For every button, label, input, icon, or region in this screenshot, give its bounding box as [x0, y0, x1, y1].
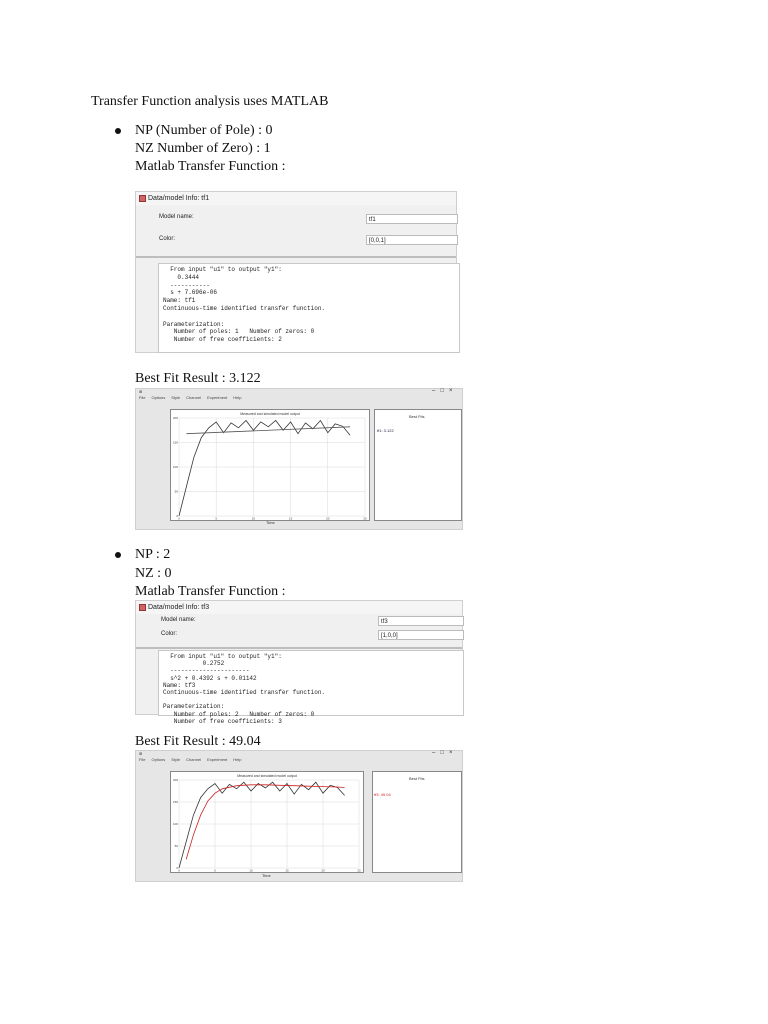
model-output-window-tf3 — [135, 750, 463, 882]
color-label: Color: — [161, 631, 178, 637]
panel-separator — [136, 256, 456, 258]
console-line: Parameterization: — [163, 320, 225, 328]
menu-item-channel[interactable]: Channel — [186, 395, 202, 400]
series-line-measured — [179, 782, 345, 868]
y-tick-label: 50 — [174, 844, 178, 848]
bullet-marker — [115, 128, 121, 134]
y-tick-label: 100 — [172, 822, 178, 826]
x-axis-label: Time — [266, 520, 275, 525]
plot-menubar[interactable] — [139, 757, 248, 762]
best-fits-panel — [374, 409, 462, 521]
menu-item-experiment[interactable]: Experiment — [207, 757, 228, 762]
window-controls[interactable]: – □ × — [432, 388, 453, 394]
best-fits-value[interactable]: tf1: 3.122 — [377, 428, 394, 433]
chart-title: Measured and simulated model output — [237, 774, 297, 778]
x-tick-label: 5 — [215, 516, 218, 521]
x-tick-label: 10 — [249, 868, 253, 873]
window-controls[interactable]: – □ × — [432, 750, 453, 756]
x-tick-label: 10 — [251, 516, 256, 521]
color-field[interactable]: [0,0,1] — [366, 235, 458, 245]
x-tick-label: 25 — [357, 868, 361, 873]
x-tick-label: 20 — [321, 868, 325, 873]
best-fit-line: Best Fit Result : 3.122 — [135, 371, 261, 386]
model-name-label: Model name: — [159, 214, 194, 220]
window-titlebar — [136, 601, 462, 614]
y-tick-label: 150 — [172, 800, 178, 804]
window-app-icon — [139, 604, 146, 611]
series-line-tf1 — [186, 427, 350, 434]
page-heading: Transfer Function analysis uses MATLAB — [91, 94, 329, 109]
model-info-console — [158, 650, 464, 725]
model-name-field[interactable]: tf3 — [378, 616, 464, 626]
console-line: Number of poles: 1 Number of zeros: 0 — [163, 328, 315, 336]
model-output-window-tf1 — [135, 388, 463, 530]
plot-window-title: ⊞ — [139, 751, 143, 756]
series-line-tf3 — [186, 785, 344, 859]
x-tick-label: 15 — [288, 516, 293, 521]
console-line: Parameterization: — [163, 703, 225, 711]
plot-menubar[interactable] — [139, 395, 248, 400]
np-line: NP (Number of Pole) : 0 — [135, 123, 273, 138]
window-title: Data/model Info: tf1 — [148, 195, 210, 202]
menu-item-channel[interactable]: Channel — [186, 757, 202, 762]
nz-line: NZ : 0 — [135, 566, 172, 581]
console-line: From input "u1" to output "y1": — [163, 266, 282, 273]
model-name-field[interactable]: tf1 — [366, 214, 458, 224]
menu-item-style[interactable]: Style — [171, 757, 181, 762]
chart-title: Measured and simulated model output — [240, 412, 300, 416]
menu-item-style[interactable]: Style — [171, 395, 181, 400]
x-tick-label: 5 — [214, 868, 216, 873]
best-fits-panel — [372, 771, 462, 873]
console-line: s + 7.696e-06 — [163, 289, 218, 297]
y-tick-label: 200 — [172, 416, 178, 420]
bullet-marker — [115, 552, 121, 558]
y-tick-label: 100 — [172, 465, 178, 469]
x-tick-label: 25 — [363, 516, 367, 521]
plot-window-title: ⊞ — [139, 389, 143, 394]
console-line: 0.2752 — [163, 660, 225, 668]
console-line: 0.3444 — [163, 273, 200, 281]
y-tick-label: 200 — [172, 778, 178, 782]
console-line: Continuous-time identified transfer function. — [163, 689, 326, 697]
best-fits-title: Best Fits — [409, 414, 425, 419]
model-info-window-tf1 — [135, 191, 457, 353]
x-tick-label: 0 — [178, 516, 180, 521]
window-titlebar — [136, 192, 456, 205]
x-axis-label: Time — [262, 873, 271, 878]
x-tick-label: 15 — [285, 868, 289, 873]
console-line — [163, 696, 459, 703]
y-tick-label: 50 — [174, 489, 178, 494]
plot-axes — [170, 771, 364, 873]
best-fit-line: Best Fit Result : 49.04 — [135, 734, 261, 749]
window-title: Data/model Info: tf3 — [148, 604, 210, 611]
window-app-icon — [139, 195, 146, 202]
console-line: Name: tf3 — [163, 681, 196, 689]
console-line — [163, 313, 455, 321]
console-line: Continuous-time identified transfer function. — [163, 304, 326, 312]
y-tick-label: 150 — [172, 440, 178, 445]
console-line: ---------------------- — [163, 667, 250, 675]
panel-separator — [136, 647, 462, 649]
best-fits-title: Best Fits — [409, 776, 425, 781]
console-line: From input "u1" to output "y1": — [163, 653, 282, 660]
line-chart-tf1 — [171, 410, 369, 520]
line-chart-tf3 — [171, 772, 363, 872]
color-label: Color: — [159, 236, 176, 242]
menu-item-file[interactable]: File — [139, 395, 146, 400]
nz-line: NZ Number of Zero) : 1 — [135, 141, 271, 156]
menu-item-experiment[interactable]: Experiment — [207, 395, 228, 400]
model-info-console — [158, 263, 460, 353]
menu-item-options[interactable]: Options — [151, 757, 166, 762]
menu-item-options[interactable]: Options — [151, 395, 166, 400]
x-tick-label: 0 — [178, 868, 180, 873]
series-line-measured — [179, 421, 350, 517]
np-line: NP : 2 — [135, 547, 171, 562]
console-line: Number of free coefficients: 2 — [163, 336, 282, 344]
menu-item-help[interactable]: Help — [233, 757, 242, 762]
console-line: Number of poles: 2 Number of zeros: 0 — [163, 710, 315, 718]
menu-item-file[interactable]: File — [139, 757, 146, 762]
model-name-label: Model name: — [161, 617, 196, 623]
color-field[interactable]: [1,0,0] — [378, 630, 464, 640]
tf-label: Matlab Transfer Function : — [135, 584, 286, 599]
plot-axes — [170, 409, 370, 521]
model-info-window-tf3 — [135, 600, 463, 725]
console-line: s^2 + 0.4392 s + 0.01142 — [163, 674, 257, 682]
tf-label: Matlab Transfer Function : — [135, 159, 286, 174]
console-line: Number of free coefficients: 3 — [163, 717, 282, 725]
best-fits-value[interactable]: tf3: 49.04 — [374, 792, 391, 797]
y-tick-label: 0 — [176, 514, 178, 518]
console-line: Name: tf1 — [163, 297, 196, 305]
x-tick-label: 20 — [326, 516, 330, 521]
y-tick-label: 0 — [176, 866, 178, 870]
menu-item-help[interactable]: Help — [233, 395, 242, 400]
console-line: ----------- — [163, 281, 210, 289]
